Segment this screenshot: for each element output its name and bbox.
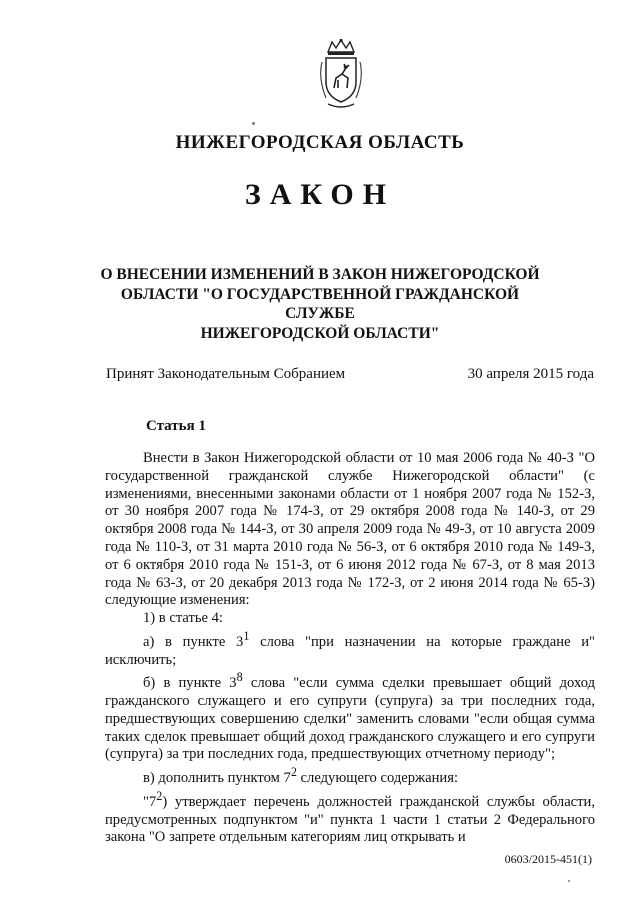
adoption-line [106,366,594,383]
subject-line: НИЖЕГОРОДСКОЙ ОБЛАСТИ" [200,324,440,342]
subject-line: О ВНЕСЕНИИ ИЗМЕНЕНИЙ В ЗАКОН НИЖЕГОРОДСКОЙ [100,266,540,283]
item-c-text-rest: следующего содержания: [296,770,459,787]
item-1: 1) в статье 4: [143,610,223,627]
item-a-text-rest: слова "при назначении на которые граждане и" исключить; [105,633,596,668]
scan-speck [568,880,570,882]
adoption-date: 30 апреля 2015 года [467,366,594,382]
item-a-text: а) в пункте 3 [143,633,244,650]
item-c [105,764,595,788]
item-b-text-rest: слова "если сумма сделки превышает общий доход гражданского служащего и его супруги (супруга) за три последних года, предшествующих совершению сделки" заменить словами "если общая сумма таких сделок превышает общий доход гражданского служащего и его супруги (супруга) за три последних года, предшествующих отчетному периоду"; [105,675,595,763]
item-a [105,628,595,669]
nizhny-novgorod-coat-of-arms-icon [316,38,366,110]
document-type-title: ЗАКОН [244,178,396,211]
region-title: НИЖЕГОРОДСКАЯ ОБЛАСТЬ [175,132,465,153]
item-c-text: в) дополнить пунктом 7 [143,770,291,787]
quote-text-rest: ) утверждает перечень должностей гражданской службы области, предусмотренных подпунктом "и" пункта 1 части 1 статьи 2 Федерального закона "О запрете отдельным категориям лиц открывать и [105,793,595,846]
article-body [105,450,595,847]
scan-speck [252,122,255,125]
document-number: 0603/2015-451(1) [504,852,592,866]
adoption-label: Принят Законодательным Собранием [106,366,346,382]
item-b [105,669,595,764]
quote-text: "7 [143,793,157,810]
intro-paragraph: Внести в Закон Нижегородской области от 10 мая 2006 года № 40-З "О государственной гражданской службе Нижегородской области" (с изменениями, внесенными законами области от 1 ноября 2007 года № 152-З, от 30 ноября 2007 года № 174-З, от 29 октября 2008 года № 140-З, от 29 октября 2008 года № 144-З, от 30 апреля 2009 года № 49-З, от 10 августа 2009 года № 110-З, от 31 марта 2010 года № 56-З, от 6 октября 2010 года № 149-З, от 6 октября 2010 года № 151-З, от 6 июня 2012 года № 67-З, от 8 мая 2013 года № 63-З, от 20 декабря 2013 года № 172-З, от 2 июня 2014 года № 65-З) следующие изменения: [105,450,595,609]
item-a-superscript: 1 [243,628,250,643]
quoted-text [105,788,595,847]
subject-line: ОБЛАСТИ "О ГОСУДАРСТВЕННОЙ ГРАЖДАНСКОЙ СЛУЖБЕ [120,285,520,322]
quote-superscript: 2 [156,788,163,803]
law-subject-heading [100,265,540,343]
article-title: Статья 1 [146,418,206,434]
item-b-superscript: 8 [236,670,243,685]
item-b-text: б) в пункте 3 [143,675,237,692]
item-c-superscript: 2 [290,765,297,780]
